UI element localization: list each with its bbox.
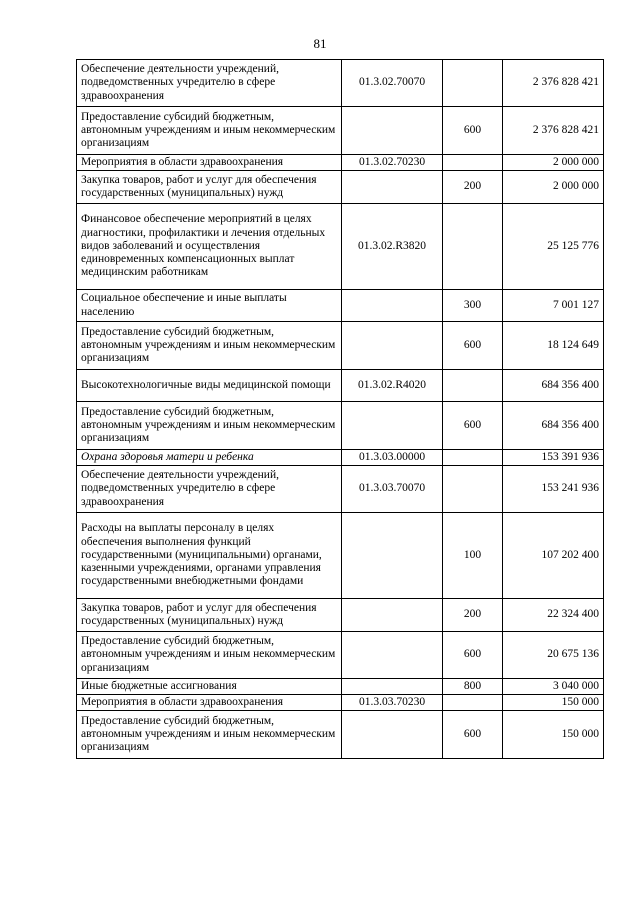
amount-cell: 153 391 936 <box>503 450 604 466</box>
code-cell <box>342 599 443 632</box>
type-cell: 300 <box>443 290 503 322</box>
type-cell <box>443 204 503 290</box>
code-cell <box>342 402 443 450</box>
amount-cell: 7 001 127 <box>503 290 604 322</box>
amount-cell: 3 040 000 <box>503 679 604 695</box>
name-cell: Финансовое обеспечение мероприятий в целях диагностики, профилактики и лечения отдельных видов заболеваний и осуществления единовременных компенсационных выплат медицинским работникам <box>77 204 342 290</box>
code-cell: 01.3.02.70230 <box>342 155 443 171</box>
code-cell <box>342 290 443 322</box>
table-row <box>77 711 604 759</box>
name-cell: Обеспечение деятельности учреждений, подведомственных учредителю в сфере здравоохранения <box>77 60 342 107</box>
amount-cell: 150 000 <box>503 695 604 711</box>
name-cell: Социальное обеспечение и иные выплаты населению <box>77 290 342 322</box>
name-cell: Охрана здоровья матери и ребенка <box>77 450 342 466</box>
type-cell: 600 <box>443 632 503 679</box>
code-cell <box>342 679 443 695</box>
table-row <box>77 204 604 290</box>
name-cell: Иные бюджетные ассигнования <box>77 679 342 695</box>
table-row <box>77 107 604 155</box>
name-cell: Закупка товаров, работ и услуг для обеспечения государственных (муниципальных) нужд <box>77 599 342 632</box>
name-cell: Мероприятия в области здравоохранения <box>77 695 342 711</box>
amount-cell: 107 202 400 <box>503 513 604 599</box>
code-cell: 01.3.03.70070 <box>342 466 443 513</box>
type-cell: 600 <box>443 107 503 155</box>
type-cell: 600 <box>443 402 503 450</box>
table-row <box>77 450 604 466</box>
name-cell: Расходы на выплаты персоналу в целях обеспечения выполнения функций государственными (муниципальными) органами, казенными учреждениями, органами управления государственными внебюджетными фондами <box>77 513 342 599</box>
table-row <box>77 370 604 402</box>
code-cell: 01.3.02.70070 <box>342 60 443 107</box>
table-row <box>77 155 604 171</box>
amount-cell: 2 376 828 421 <box>503 60 604 107</box>
name-cell: Обеспечение деятельности учреждений, подведомственных учредителю в сфере здравоохранения <box>77 466 342 513</box>
type-cell: 600 <box>443 322 503 370</box>
amount-cell: 684 356 400 <box>503 370 604 402</box>
name-cell: Предоставление субсидий бюджетным, автономным учреждениям и иным некоммерческим организациям <box>77 107 342 155</box>
code-cell <box>342 107 443 155</box>
type-cell <box>443 370 503 402</box>
table-row <box>77 322 604 370</box>
amount-cell: 18 124 649 <box>503 322 604 370</box>
amount-cell: 684 356 400 <box>503 402 604 450</box>
name-cell: Высокотехнологичные виды медицинской помощи <box>77 370 342 402</box>
name-cell: Предоставление субсидий бюджетным, автономным учреждениям и иным некоммерческим организациям <box>77 711 342 759</box>
type-cell: 600 <box>443 711 503 759</box>
code-cell: 01.3.03.70230 <box>342 695 443 711</box>
name-cell: Закупка товаров, работ и услуг для обеспечения государственных (муниципальных) нужд <box>77 171 342 204</box>
type-cell: 200 <box>443 171 503 204</box>
table-row <box>77 171 604 204</box>
code-cell <box>342 171 443 204</box>
type-cell <box>443 450 503 466</box>
table-row <box>77 695 604 711</box>
code-cell: 01.3.02.R4020 <box>342 370 443 402</box>
code-cell <box>342 322 443 370</box>
budget-table <box>76 59 604 759</box>
table-row <box>77 513 604 599</box>
amount-cell: 20 675 136 <box>503 632 604 679</box>
type-cell <box>443 695 503 711</box>
amount-cell: 22 324 400 <box>503 599 604 632</box>
name-cell: Предоставление субсидий бюджетным, автономным учреждениям и иным некоммерческим организациям <box>77 402 342 450</box>
amount-cell: 25 125 776 <box>503 204 604 290</box>
amount-cell: 153 241 936 <box>503 466 604 513</box>
type-cell: 800 <box>443 679 503 695</box>
table-row <box>77 632 604 679</box>
code-cell <box>342 513 443 599</box>
name-cell: Мероприятия в области здравоохранения <box>77 155 342 171</box>
amount-cell: 2 000 000 <box>503 155 604 171</box>
page-number: 81 <box>313 36 327 51</box>
table-row <box>77 599 604 632</box>
type-cell <box>443 155 503 171</box>
type-cell <box>443 466 503 513</box>
code-cell: 01.3.03.00000 <box>342 450 443 466</box>
amount-cell: 2 376 828 421 <box>503 107 604 155</box>
type-cell <box>443 60 503 107</box>
budget-table-body <box>77 60 604 759</box>
code-cell: 01.3.02.R3820 <box>342 204 443 290</box>
table-row <box>77 466 604 513</box>
code-cell <box>342 711 443 759</box>
table-row <box>77 60 604 107</box>
name-cell: Предоставление субсидий бюджетным, автономным учреждениям и иным некоммерческим организациям <box>77 632 342 679</box>
table-row <box>77 679 604 695</box>
amount-cell: 150 000 <box>503 711 604 759</box>
code-cell <box>342 632 443 679</box>
table-row <box>77 402 604 450</box>
table-row <box>77 290 604 322</box>
amount-cell: 2 000 000 <box>503 171 604 204</box>
type-cell: 200 <box>443 599 503 632</box>
name-cell: Предоставление субсидий бюджетным, автономным учреждениям и иным некоммерческим организациям <box>77 322 342 370</box>
type-cell: 100 <box>443 513 503 599</box>
